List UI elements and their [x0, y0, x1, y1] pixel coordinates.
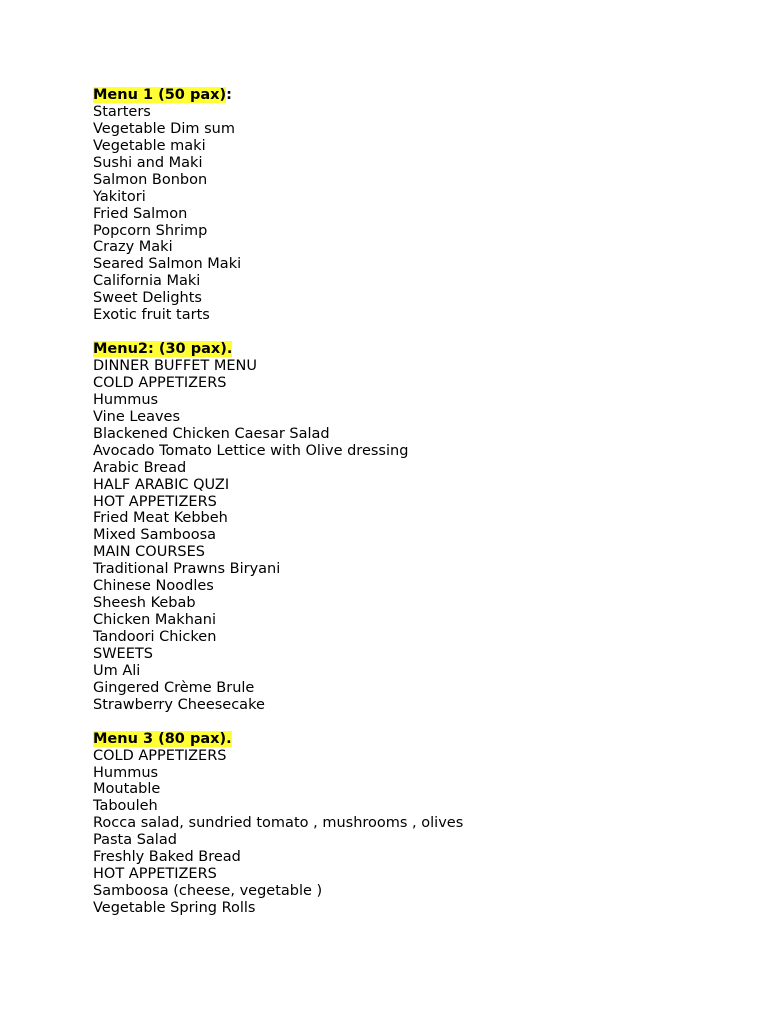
menu-item: Mixed Samboosa: [93, 527, 217, 544]
menu-heading-highlighted-text: Menu2: (30 pax).: [93, 341, 233, 358]
menu-heading: [93, 87, 733, 104]
menu-item: Yakitori: [93, 188, 146, 205]
menu-item: Rocca salad, sundried tomato , mushrooms , olives: [93, 815, 464, 832]
menu-item: Fried Salmon: [93, 205, 188, 222]
menu-item: HOT APPETIZERS: [93, 866, 217, 883]
menu-item: Vegetable maki: [93, 137, 206, 154]
menu-item: Arabic Bread: [93, 459, 187, 476]
menu-item: Exotic fruit tarts: [93, 307, 210, 324]
menu-item: Avocado Tomato Lettice with Olive dressing: [93, 442, 409, 459]
menu-item: Tandoori Chicken: [93, 629, 217, 645]
menu-item: Samboosa (cheese, vegetable ): [93, 883, 323, 900]
menu-heading-highlighted-text: Menu 1 (50 pax): [93, 87, 227, 103]
blank-line: [93, 714, 733, 731]
menu-section-2: [93, 341, 733, 714]
menu-item: COLD APPETIZERS: [93, 747, 227, 764]
menu-item: Pasta Salad: [93, 832, 177, 849]
menu-item: Strawberry Cheesecake: [93, 696, 265, 713]
menu-item: MAIN COURSES: [93, 544, 205, 561]
menu-heading-highlighted-text: Menu 3 (80 pax).: [93, 730, 232, 747]
menu-heading: [93, 731, 733, 748]
menu-item: Sweet Delights: [93, 290, 202, 307]
menu-item: SWEETS: [93, 645, 153, 662]
menu-item: Tabouleh: [93, 798, 158, 815]
menu-item: Vegetable Spring Rolls: [93, 900, 256, 916]
menu-item: COLD APPETIZERS: [93, 374, 227, 391]
menu-section-1: [93, 87, 733, 324]
menu-item: HOT APPETIZERS: [93, 493, 217, 510]
menu-item: Um Ali: [93, 662, 141, 679]
menu-item: Sheesh Kebab: [93, 595, 196, 612]
menu-item: Chicken Makhani: [93, 612, 217, 629]
menu-item: Popcorn Shrimp: [93, 222, 208, 239]
menu-item: Hummus: [93, 764, 159, 781]
menu-item: Gingered Crème Brule: [93, 679, 255, 696]
menu-item: Moutable: [93, 781, 161, 798]
menu-item: HALF ARABIC QUZI: [93, 476, 230, 493]
menu-item: Fried Meat Kebbeh: [93, 510, 228, 527]
menu-item: Blackened Chicken Caesar Salad: [93, 425, 330, 442]
menu-item: Vine Leaves: [93, 408, 181, 425]
menu-item: California Maki: [93, 273, 201, 290]
menu-item: Vegetable Dim sum: [93, 120, 235, 137]
menu-item: DINNER BUFFET MENU: [93, 358, 257, 374]
menu-item: Salmon Bonbon: [93, 171, 208, 188]
menu-item: Chinese Noodles: [93, 578, 214, 595]
blank-line: [93, 324, 733, 341]
menu-item: Sushi and Maki: [93, 154, 203, 171]
menu-item: Freshly Baked Bread: [93, 849, 241, 866]
menu-item: Hummus: [93, 391, 159, 408]
menu-heading: [93, 341, 733, 358]
menu-item: Starters: [93, 103, 151, 120]
menu-section-3: [93, 731, 733, 917]
menu-heading-suffix: :: [226, 87, 232, 103]
menu-item: Crazy Maki: [93, 239, 173, 256]
document-page: [93, 87, 733, 917]
menu-item: Seared Salmon Maki: [93, 256, 242, 273]
menu-item: Traditional Prawns Biryani: [93, 561, 281, 578]
